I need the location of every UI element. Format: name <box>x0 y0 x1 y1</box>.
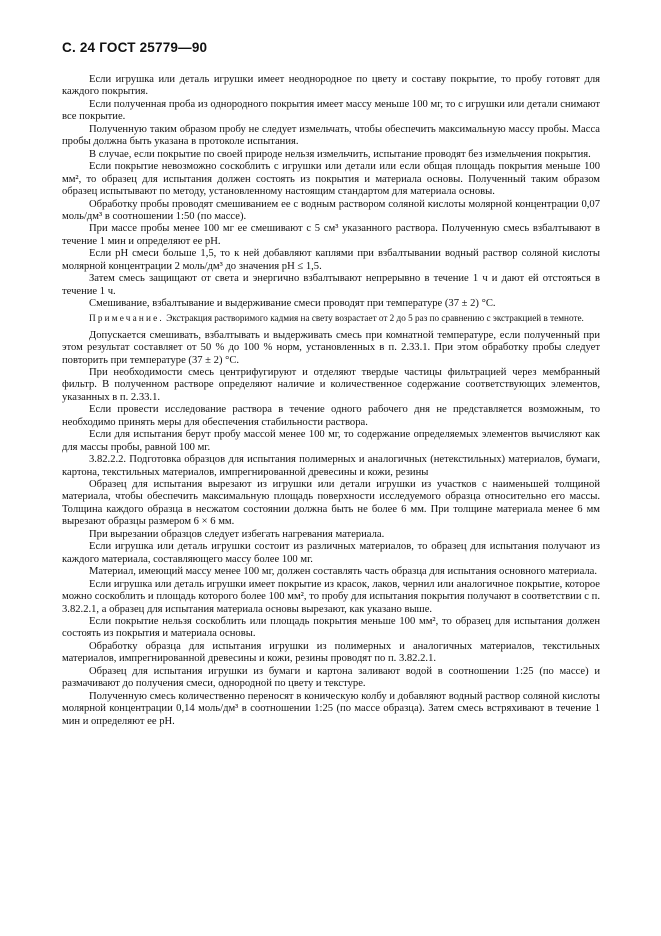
paragraph: Если покрытие невозможно соскоблить с игрушки или детали или если общая площадь покрытия меньше 100 мм², то образец для испытания должен состоять из покрытия и материала основы. Полученный таким образом образец испытывают по методу, установленному настоящим стандартом для материала основы. <box>62 161 600 198</box>
note <box>62 313 600 324</box>
document-body <box>62 74 600 728</box>
paragraph: Если покрытие нельзя соскоблить или площадь покрытия меньше 100 мм², то образец для испытания должен состоять из покрытия и материала основы. <box>62 616 600 640</box>
paragraph: Полученную смесь количественно переносят в коническую колбу и добавляют водный раствор соляной кислоты молярной концентрации 0,14 моль/дм³ в соотношении 1:25 (по массе образца). Затем смесь встряхивают в течение 1 мин и определяют ее pH. <box>62 690 600 727</box>
paragraph: При массе пробы менее 100 мг ее смешивают с 5 см³ указанного раствора. Полученную смесь взбалтывают в течение 1 мин и определяют ее pH. <box>62 223 600 247</box>
paragraph: В случае, если покрытие по своей природе нельзя измельчить, испытание проводят без измельчения покрытия. <box>89 148 591 160</box>
paragraph: Образец для испытания вырезают из игрушки или детали игрушки из участков с наименьшей толщиной материала, чтобы обеспечить максимальную площадь поверхности исследуемого образца относительно его массы. Толщина каждого образца в несжатом состоянии должна быть не более 6 мм. При толщине материала менее 6 мм вырезают образцы размером 6 × 6 мм. <box>62 479 600 528</box>
note-text: Экстракция растворимого кадмия на свету возрастает от 2 до 5 раз по сравнению с экстракцией в темноте. <box>163 313 584 323</box>
page-header: С. 24 ГОСТ 25779—90 <box>62 40 208 55</box>
paragraph: При необходимости смесь центрифугируют и отделяют твердые частицы фильтрацией через мембранный фильтр. В полученном растворе определяют наличие и количественное содержание соответствующих элементов, указанных в п. 2.33.1. <box>62 366 600 403</box>
paragraph: Если провести исследование раствора в течение одного рабочего дня не представляется возможным, то необходимо принять меры для обеспечения стабильности раствора. <box>62 404 600 428</box>
paragraph: Образец для испытания игрушки из бумаги и картона заливают водой в соотношении 1:25 (по массе) и размачивают до получения смеси, однородной по цвету и текстуре. <box>62 665 600 690</box>
paragraph: Обработку пробы проводят смешиванием ее с водным раствором соляной кислоты молярной концентрации 0,07 моль/дм³ в соотношении 1:50 (по массе). <box>62 198 600 222</box>
note-label: Примечание. <box>89 313 164 323</box>
paragraph: Если полученная проба из однородного покрытия имеет массу меньше 100 мг, то с игрушки или детали снимают все покрытие. <box>62 98 600 123</box>
paragraph: Если игрушка или деталь игрушки имеет покрытие из красок, лаков, чернил или аналогичное покрытие, которое можно соскоблить и площадь которого более 100 мм², то пробу для испытания покрытия получают в соответствии с п. 3.82.2.1, а образец для испытания материала основы вырезают, как указано выше. <box>62 578 600 615</box>
section-heading: 3.82.2.2. Подготовка образцов для испытания полимерных и аналогичных (нетекстильных) материалов, бумаги, картона, текстильных материалов, импрегнированной древесины и кожи, резины <box>62 454 600 478</box>
paragraph: Полученную таким образом пробу не следует измельчать, чтобы обеспечить максимальную массу пробы. Масса пробы должна быть указана в протоколе испытания. <box>62 123 600 148</box>
paragraph: Допускается смешивать, взбалтывать и выдерживать смесь при комнатной температуре, если полученный при этом результат составляет от 50 % до 100 % норм, установленных в п. 2.33.1. При этом обработку пробы следует повторить при температуре (37 ± 2) °С. <box>62 329 600 366</box>
paragraph: Материал, имеющий массу менее 100 мг, должен составлять часть образца для испытания основного материала. <box>89 566 598 578</box>
paragraph: Если игрушка или деталь игрушки состоит из различных материалов, то образец для испытания получают из каждого материала, составляющего массу более 100 мг. <box>62 541 600 565</box>
paragraph: Если игрушка или деталь игрушки имеет неоднородное по цвету и составу покрытие, то пробу готовят для каждого покрытия. <box>62 74 600 98</box>
paragraph: Затем смесь защищают от света и энергично взбалтывают непрерывно в течение 1 ч и дают ей отстояться в течение 1 ч. <box>62 273 600 297</box>
paragraph: Обработку образца для испытания игрушки из полимерных и аналогичных материалов, текстильных материалов, импрегнированной древесины и кожи, резины проводят по п. 3.82.2.1. <box>62 640 600 665</box>
paragraph: При вырезании образцов следует избегать нагревания материала. <box>89 528 385 540</box>
paragraph: Смешивание, взбалтывание и выдерживание смеси проводят при температуре (37 ± 2) °С. <box>89 298 496 310</box>
paragraph: Если pH смеси больше 1,5, то к ней добавляют каплями при взбалтывании водный раствор соляной кислоты молярной концентрации 2 моль/дм³ до значения pH ≤ 1,5. <box>62 248 600 272</box>
paragraph: Если для испытания берут пробу массой менее 100 мг, то содержание определяемых элементов вычисляют как для массы пробы, равной 100 мг. <box>62 429 600 453</box>
